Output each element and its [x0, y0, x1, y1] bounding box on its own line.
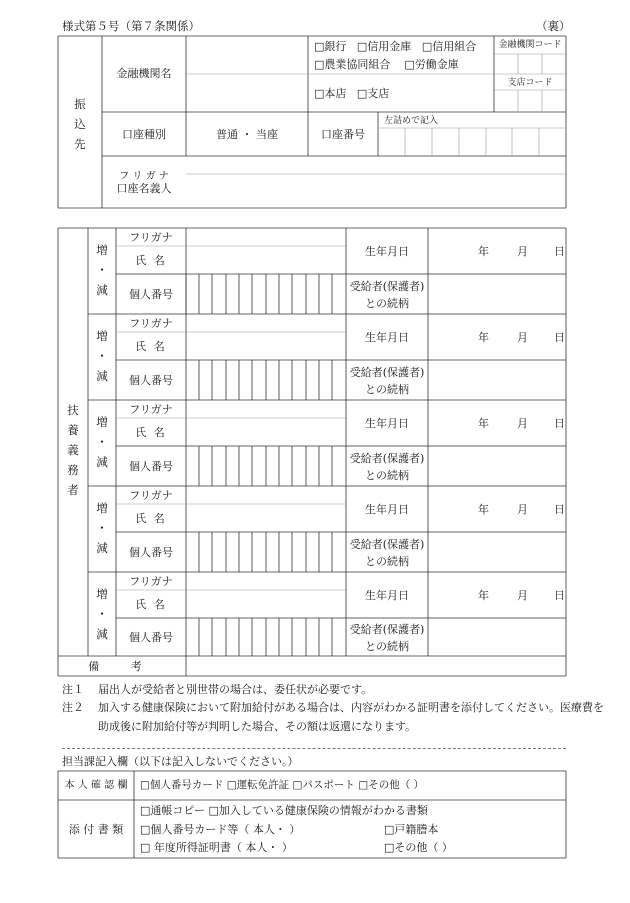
- office-section-title: 担当課記入欄（以下は記入しないでください。）: [62, 755, 299, 768]
- attachments-row-2a[interactable]: □個人番号カード等（ 本人・ ）: [140, 823, 301, 836]
- id-number-label: 個人番号: [129, 460, 173, 473]
- attachments-row-1[interactable]: □通帳コピー □加入している健康保険の情報がわかる書類: [140, 804, 428, 817]
- name-label: 氏 名: [135, 340, 167, 353]
- attachments-row-2b[interactable]: □戸籍謄本: [384, 823, 439, 836]
- change-label: 増 ・ 減: [96, 501, 108, 555]
- branch-code-label: 支店コード: [507, 78, 553, 88]
- relation-label-2: との続柄: [365, 555, 409, 568]
- form-number: 様式第５号（第７条関係）: [62, 19, 200, 33]
- relation-label-1: 受給者(保護者): [349, 452, 425, 465]
- relation-label-1: 受給者(保護者): [349, 623, 425, 636]
- attachments-row-3a[interactable]: □ 年度所得証明書（ 本人・ ）: [140, 841, 293, 854]
- institution-name-label: 金融機関名: [116, 67, 172, 80]
- institution-code-label: 金融機関コード: [498, 40, 562, 50]
- account-holder-field[interactable]: [187, 175, 565, 207]
- dob-label: 生年月日: [365, 245, 409, 258]
- account-type-value[interactable]: 普通 ・ 当座: [216, 128, 278, 141]
- remarks-field[interactable]: [187, 657, 565, 675]
- change-label: 増 ・ 減: [96, 587, 108, 641]
- holder-furigana-label: フ リ ガ ナ: [119, 171, 169, 182]
- change-label: 増 ・ 減: [96, 329, 108, 383]
- account-number-label: 口座番号: [321, 128, 365, 141]
- furigana-label: フリガナ: [129, 231, 173, 244]
- relation-label-2: との続柄: [365, 469, 409, 482]
- note-2: 注２ 加入する健康保険において附加給付がある場合は、内容がわかる証明書を添付してください。医療費を助成後に附加給付等が判明した場合、その額は返還になります。: [62, 701, 604, 733]
- institution-types-row1[interactable]: [314, 40, 476, 53]
- transfer-section-label: 振 込 先: [74, 97, 86, 151]
- dob-label: 生年月日: [365, 331, 409, 344]
- checkbox-labor-bank: □労働金庫: [404, 58, 459, 71]
- dependents-section-label: 扶 養 義 務 者: [67, 403, 79, 497]
- furigana-label: フリガナ: [129, 317, 173, 330]
- checkbox-shinkin: □信用金庫: [356, 40, 412, 53]
- cut-line: [62, 748, 566, 749]
- relation-label-1: 受給者(保護者): [349, 280, 425, 293]
- checkbox-head-office: □本店: [314, 87, 347, 100]
- dob-label: 生年月日: [365, 503, 409, 516]
- name-label: 氏 名: [135, 426, 167, 439]
- remarks-label: 備 考: [88, 660, 156, 673]
- attachments-label: 添 付 書 類: [68, 823, 124, 836]
- relation-label-2: との続柄: [365, 383, 409, 396]
- id-number-label: 個人番号: [129, 546, 173, 559]
- note-1: 注１ 届出人が受給者と別世帯の場合は、委任状が必要です。: [62, 683, 373, 696]
- dob-label: 生年月日: [365, 589, 409, 602]
- branch-type-choices[interactable]: [314, 87, 389, 100]
- id-check-label: 本 人 確 認 欄: [64, 780, 128, 791]
- dob-units: 年 月 日: [478, 331, 565, 344]
- checkbox-credit-union: □信用組合: [421, 40, 477, 53]
- name-label: 氏 名: [135, 598, 167, 611]
- dob-label: 生年月日: [365, 417, 409, 430]
- id-number-label: 個人番号: [129, 288, 173, 301]
- change-label: 増 ・ 減: [96, 415, 108, 469]
- relation-label-1: 受給者(保護者): [349, 538, 425, 551]
- id-number-label: 個人番号: [129, 374, 173, 387]
- checkbox-branch: □支店: [356, 87, 390, 100]
- relation-label-1: 受給者(保護者): [349, 366, 425, 379]
- id-check-items[interactable]: □個人番号カード □運転免許証 □パスポート □その他（ ）: [140, 779, 425, 791]
- dob-units: 年 月 日: [478, 417, 565, 430]
- checkbox-agri-coop: □農業協同組合: [314, 58, 391, 71]
- dob-units: 年 月 日: [478, 589, 565, 602]
- institution-types-row2[interactable]: [314, 58, 459, 71]
- furigana-label: フリガナ: [129, 575, 173, 588]
- furigana-label: フリガナ: [129, 489, 173, 502]
- id-number-label: 個人番号: [129, 631, 173, 644]
- left-align-note: 左詰めで記入: [384, 116, 439, 126]
- relation-label-2: との続柄: [365, 640, 409, 653]
- name-label: 氏 名: [135, 512, 167, 525]
- account-type-label: 口座種別: [122, 128, 166, 141]
- dob-units: 年 月 日: [478, 245, 565, 258]
- furigana-label: フリガナ: [129, 403, 173, 416]
- account-holder-label: 口座名義人: [116, 182, 172, 195]
- page-side-label: （裏）: [536, 19, 571, 33]
- attachments-row-3b[interactable]: □その他（ ）: [384, 841, 453, 854]
- id-digit-boxes: [199, 274, 332, 656]
- checkbox-bank: □銀行: [314, 40, 347, 53]
- dob-units: 年 月 日: [478, 503, 565, 516]
- change-label: 増 ・ 減: [96, 243, 108, 297]
- name-label: 氏 名: [135, 254, 167, 267]
- relation-label-2: との続柄: [365, 297, 409, 310]
